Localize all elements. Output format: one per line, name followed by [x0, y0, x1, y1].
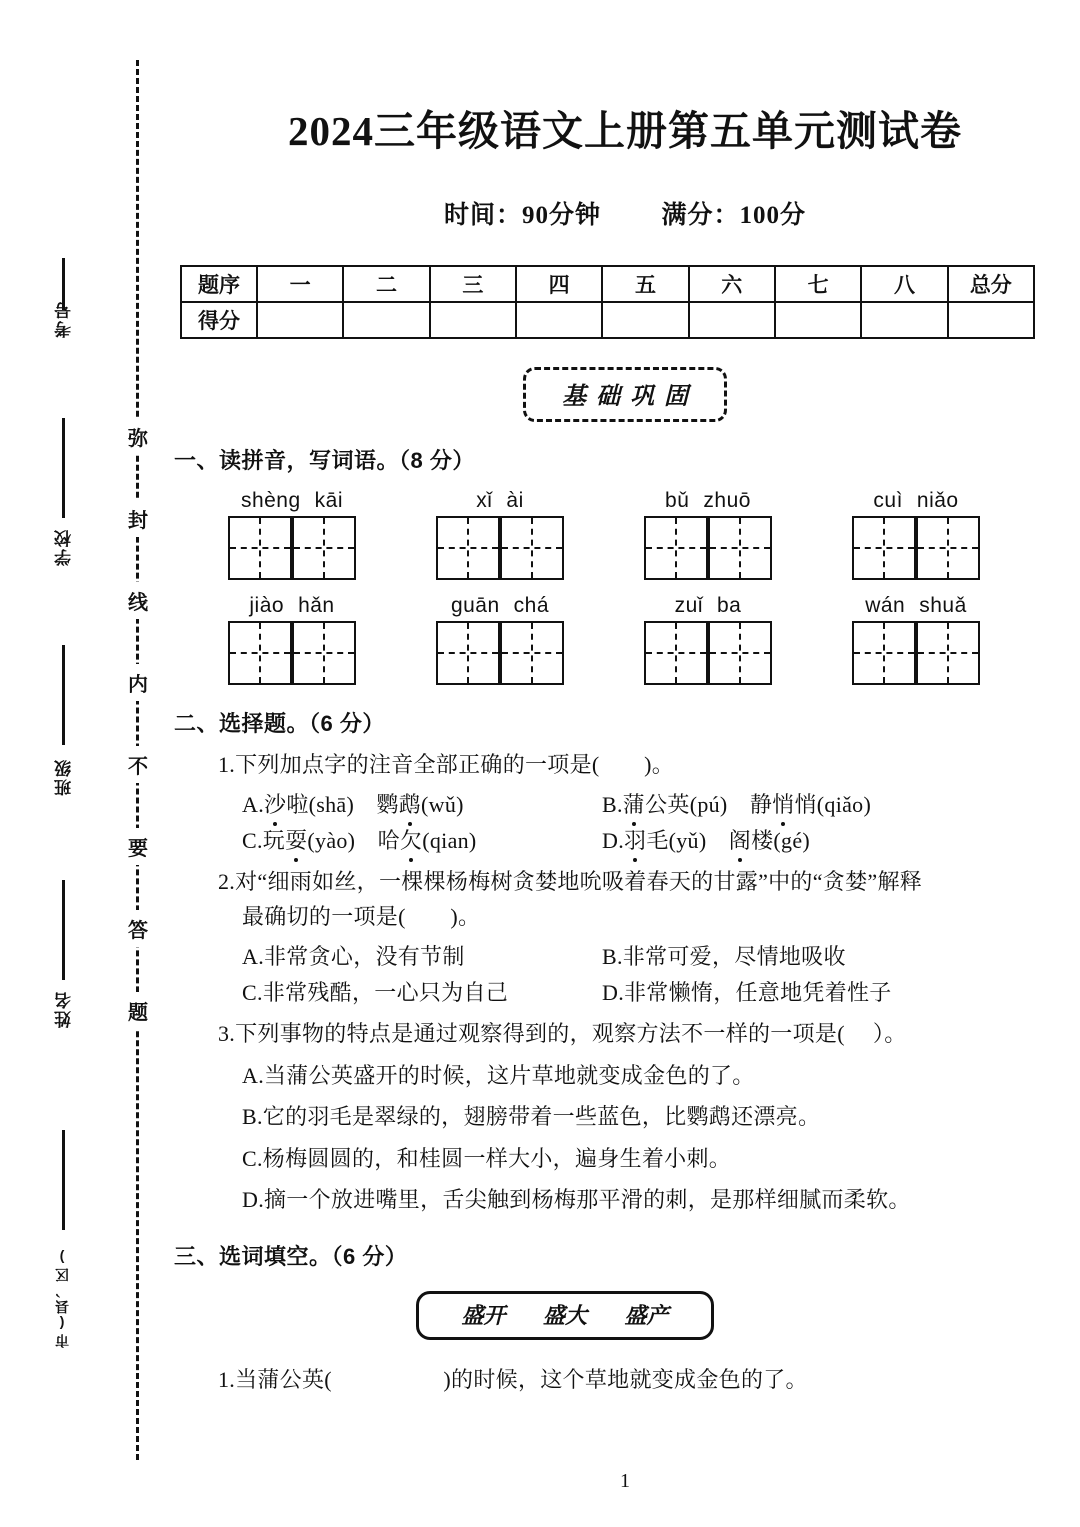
tianzige-cell[interactable] — [644, 516, 708, 580]
tianzige-pair[interactable] — [812, 621, 1020, 685]
margin-label-exam-number: 考号 — [55, 300, 74, 338]
option-prefix: D. — [602, 827, 624, 853]
tianzige-pair[interactable] — [604, 621, 812, 685]
score-col-5: 五 — [602, 266, 688, 302]
pinyin-labels-1 — [188, 489, 396, 513]
pinyin-syllable: xǐ — [476, 489, 493, 512]
pinyin-syllable: zuǐ — [674, 594, 703, 617]
emphasis-dot-char: 欠 — [400, 824, 422, 855]
tianzige-cell[interactable] — [500, 516, 564, 580]
tianzige-pair[interactable] — [604, 516, 812, 580]
score-col-6: 六 — [689, 266, 775, 302]
pinyin-syllable: jiào — [249, 594, 285, 617]
question-2-3-option-C[interactable]: C.杨梅圆圆的，和桂圆一样大小，遍身生着小刺。 — [242, 1145, 732, 1171]
pinyin-syllable: shuǎ — [919, 594, 967, 617]
option-text: 鹦 — [354, 791, 399, 817]
pinyin-syllable: hǎn — [298, 594, 335, 617]
tianzige-pair[interactable] — [396, 516, 604, 580]
tianzige-cell[interactable] — [436, 516, 500, 580]
pinyin-labels-6 — [396, 594, 604, 618]
tianzige-cell[interactable] — [228, 621, 292, 685]
pinyin-syllable: shèng — [240, 489, 301, 512]
score-cell-2[interactable] — [343, 302, 429, 338]
pinyin-row-2 — [170, 594, 1080, 685]
emphasis-dot-char: 羽 — [624, 824, 646, 855]
tianzige-pair[interactable] — [396, 621, 604, 685]
tianzige-cell[interactable] — [916, 516, 980, 580]
score-col-total: 总分 — [948, 266, 1034, 302]
option-text: 哈 — [355, 827, 400, 853]
word-bank-item-2[interactable]: 盛大 — [542, 1303, 587, 1328]
option-text: (wǔ) — [421, 791, 464, 817]
pinyin-syllable: zhuō — [703, 489, 751, 512]
tianzige-cell[interactable] — [852, 621, 916, 685]
tianzige-pair[interactable] — [812, 516, 1020, 580]
pinyin-labels-3 — [604, 489, 812, 513]
option-text: 悄(qiǎo) — [794, 791, 872, 817]
score-col-3: 三 — [430, 266, 516, 302]
question-2-2-stem-line-2: 最确切的一项是( )。 — [242, 904, 481, 930]
score-cell-4[interactable] — [516, 302, 602, 338]
tianzige-cell[interactable] — [500, 621, 564, 685]
option-D[interactable]: D.非常懒惰，任意地凭着性子 — [602, 979, 892, 1005]
score-table — [180, 265, 1035, 339]
score-cell-total[interactable] — [948, 302, 1034, 338]
seal-char-1: 弥 — [124, 418, 152, 455]
pinyin-syllable: ba — [717, 594, 742, 617]
margin-rule-3 — [62, 645, 65, 745]
tianzige-cell[interactable] — [228, 516, 292, 580]
score-cell-5[interactable] — [602, 302, 688, 338]
section-1-heading: 一、读拼音，写词语。（8 分） — [174, 448, 475, 473]
seal-char-6: 要 — [124, 828, 152, 865]
option-A[interactable] — [242, 788, 602, 819]
tianzige-cell[interactable] — [708, 516, 772, 580]
pinyin-syllable: wán — [865, 594, 906, 617]
pinyin-labels-7 — [604, 594, 812, 618]
emphasis-dot-char: 阁 — [729, 824, 751, 855]
seal-char-4: 内 — [124, 664, 152, 701]
question-2-1-options-row-2 — [242, 824, 1080, 855]
pinyin-syllable: niǎo — [916, 489, 959, 512]
score-cell-6[interactable] — [689, 302, 775, 338]
option-C[interactable]: C.非常残酷，一心只为自己 — [242, 979, 509, 1005]
tianzige-pair[interactable] — [188, 621, 396, 685]
option-text: (qian) — [422, 827, 477, 853]
score-cell-1[interactable] — [257, 302, 343, 338]
option-text: 毛(yǔ) — [646, 827, 707, 853]
option-B[interactable] — [602, 788, 1002, 819]
pinyin-item-7 — [604, 594, 812, 685]
tianzige-cell[interactable] — [708, 621, 772, 685]
section-badge-wrap — [170, 367, 1080, 422]
question-3-1: 1.当蒲公英( )的时候，这个草地就变成金色的了。 — [218, 1367, 808, 1392]
seal-char-3: 线 — [124, 582, 152, 619]
margin-rule-4 — [62, 880, 65, 980]
question-2-3-option-B[interactable]: B.它的羽毛是翠绿的，翅膀带着一些蓝色，比鹦鹉还漂亮。 — [242, 1104, 821, 1130]
pinyin-labels-4 — [812, 489, 1020, 513]
margin-label-name: 姓名 — [55, 990, 74, 1028]
margin-rule-2 — [62, 418, 65, 518]
question-2-3-option-A[interactable]: A.当蒲公英盛开的时候，这片草地就变成金色的了。 — [242, 1062, 755, 1088]
pinyin-labels-2 — [396, 489, 604, 513]
table-row-score — [181, 302, 1034, 338]
question-2-2-options-row-1 — [242, 940, 1080, 971]
exam-fullscore-label: 满分：100分 — [661, 202, 807, 229]
question-2-3-option-D[interactable]: D.摘一个放进嘴里，舌尖触到杨梅那平滑的刺，是那样细腻而柔软。 — [242, 1187, 911, 1213]
option-text: 公英(pú) — [645, 791, 728, 817]
question-2-1-stem: 1.下列加点字的注音全部正确的一项是( )。 — [218, 752, 675, 777]
question-2-2-options-row-2 — [242, 976, 1080, 1007]
emphasis-dot-char: 耍 — [285, 824, 307, 855]
left-margin-strip — [0, 0, 170, 1527]
tianzige-cell[interactable] — [292, 516, 356, 580]
seal-char-8: 题 — [124, 992, 152, 1029]
seal-char-7: 答 — [124, 910, 152, 947]
pinyin-item-3 — [604, 489, 812, 580]
margin-label-class: 班级 — [55, 758, 74, 796]
question-2-1-options-row-1 — [242, 788, 1080, 819]
margin-rule-5 — [62, 1130, 65, 1230]
pinyin-syllable: cuì — [873, 489, 903, 512]
option-A[interactable]: A.非常贪心，没有节制 — [242, 943, 465, 969]
score-cell-7[interactable] — [775, 302, 861, 338]
exam-page — [170, 0, 1080, 1527]
pinyin-row-1 — [170, 489, 1080, 580]
score-col-4: 四 — [516, 266, 602, 302]
score-col-8: 八 — [861, 266, 947, 302]
pinyin-item-2 — [396, 489, 604, 580]
pinyin-labels-5 — [188, 594, 396, 618]
page-number: 1 — [620, 1470, 630, 1492]
option-prefix: B. — [602, 791, 623, 817]
option-D[interactable] — [602, 824, 1002, 855]
tianzige-cell[interactable] — [292, 621, 356, 685]
pinyin-syllable: guān — [450, 594, 500, 617]
exam-time-label: 时间：90分钟 — [443, 202, 601, 229]
table-row-question-index — [181, 266, 1034, 302]
pinyin-item-6 — [396, 594, 604, 685]
word-bank-item-1[interactable]: 盛开 — [461, 1303, 506, 1328]
pinyin-item-5 — [188, 594, 396, 685]
page-title: 2024三年级语文上册第五单元测试卷 — [288, 108, 962, 154]
option-prefix: C.玩 — [242, 827, 286, 853]
option-text: (yào) — [307, 827, 356, 853]
exam-meta-line — [170, 195, 1080, 231]
score-table-row-label-index: 题序 — [181, 266, 257, 302]
pinyin-item-1 — [188, 489, 396, 580]
emphasis-dot-char: 沙 — [264, 788, 286, 819]
seal-char-2: 封 — [124, 500, 152, 537]
tianzige-cell[interactable] — [436, 621, 500, 685]
option-C[interactable] — [242, 824, 602, 855]
emphasis-dot-char: 蒲 — [623, 788, 645, 819]
word-bank-item-3[interactable]: 盛产 — [624, 1303, 669, 1328]
margin-label-city-county: 市(县、区) — [54, 1248, 70, 1348]
pinyin-item-8 — [812, 594, 1020, 685]
score-cell-3[interactable] — [430, 302, 516, 338]
tianzige-cell[interactable] — [852, 516, 916, 580]
emphasis-dot-char: 鹉 — [399, 788, 421, 819]
option-text — [706, 828, 728, 853]
score-table-row-label-score: 得分 — [181, 302, 257, 338]
pinyin-item-4 — [812, 489, 1020, 580]
pinyin-syllable: kāi — [314, 489, 344, 512]
question-2-2-stem-line-1: 2.对“细雨如丝，一棵棵杨梅树贪婪地吮吸着春天的甘露”中的“贪婪”解释 — [218, 868, 923, 894]
score-col-2: 二 — [343, 266, 429, 302]
word-bank-box — [416, 1291, 713, 1340]
score-col-7: 七 — [775, 266, 861, 302]
pinyin-syllable: ài — [506, 489, 524, 512]
seal-char-5: 不 — [124, 746, 152, 783]
tianzige-cell[interactable] — [644, 621, 708, 685]
score-cell-8[interactable] — [861, 302, 947, 338]
emphasis-dot-char: 悄 — [772, 788, 794, 819]
tianzige-cell[interactable] — [916, 621, 980, 685]
pinyin-syllable: bǔ — [665, 489, 690, 512]
option-text: 啦(shā) — [286, 791, 355, 817]
question-2-3-stem: 3.下列事物的特点是通过观察得到的，观察方法不一样的一项是( ）。 — [218, 1020, 907, 1046]
badge-basic-consolidation: 基础巩固 — [523, 367, 727, 422]
section-2-heading: 二、选择题。（6 分） — [174, 711, 385, 736]
score-col-1: 一 — [257, 266, 343, 302]
option-text: 楼(gé) — [751, 827, 811, 853]
option-text: 静 — [727, 791, 773, 817]
pinyin-labels-8 — [812, 594, 1020, 618]
tianzige-pair[interactable] — [188, 516, 396, 580]
option-B[interactable]: B.非常可爱，尽情地吸收 — [602, 943, 846, 969]
pinyin-syllable: chá — [513, 594, 550, 617]
option-prefix: A. — [242, 791, 264, 817]
word-bank-wrap — [170, 1291, 1080, 1340]
margin-label-school: 学校 — [55, 528, 74, 566]
section-3-heading: 三、选词填空。（6 分） — [174, 1244, 408, 1269]
